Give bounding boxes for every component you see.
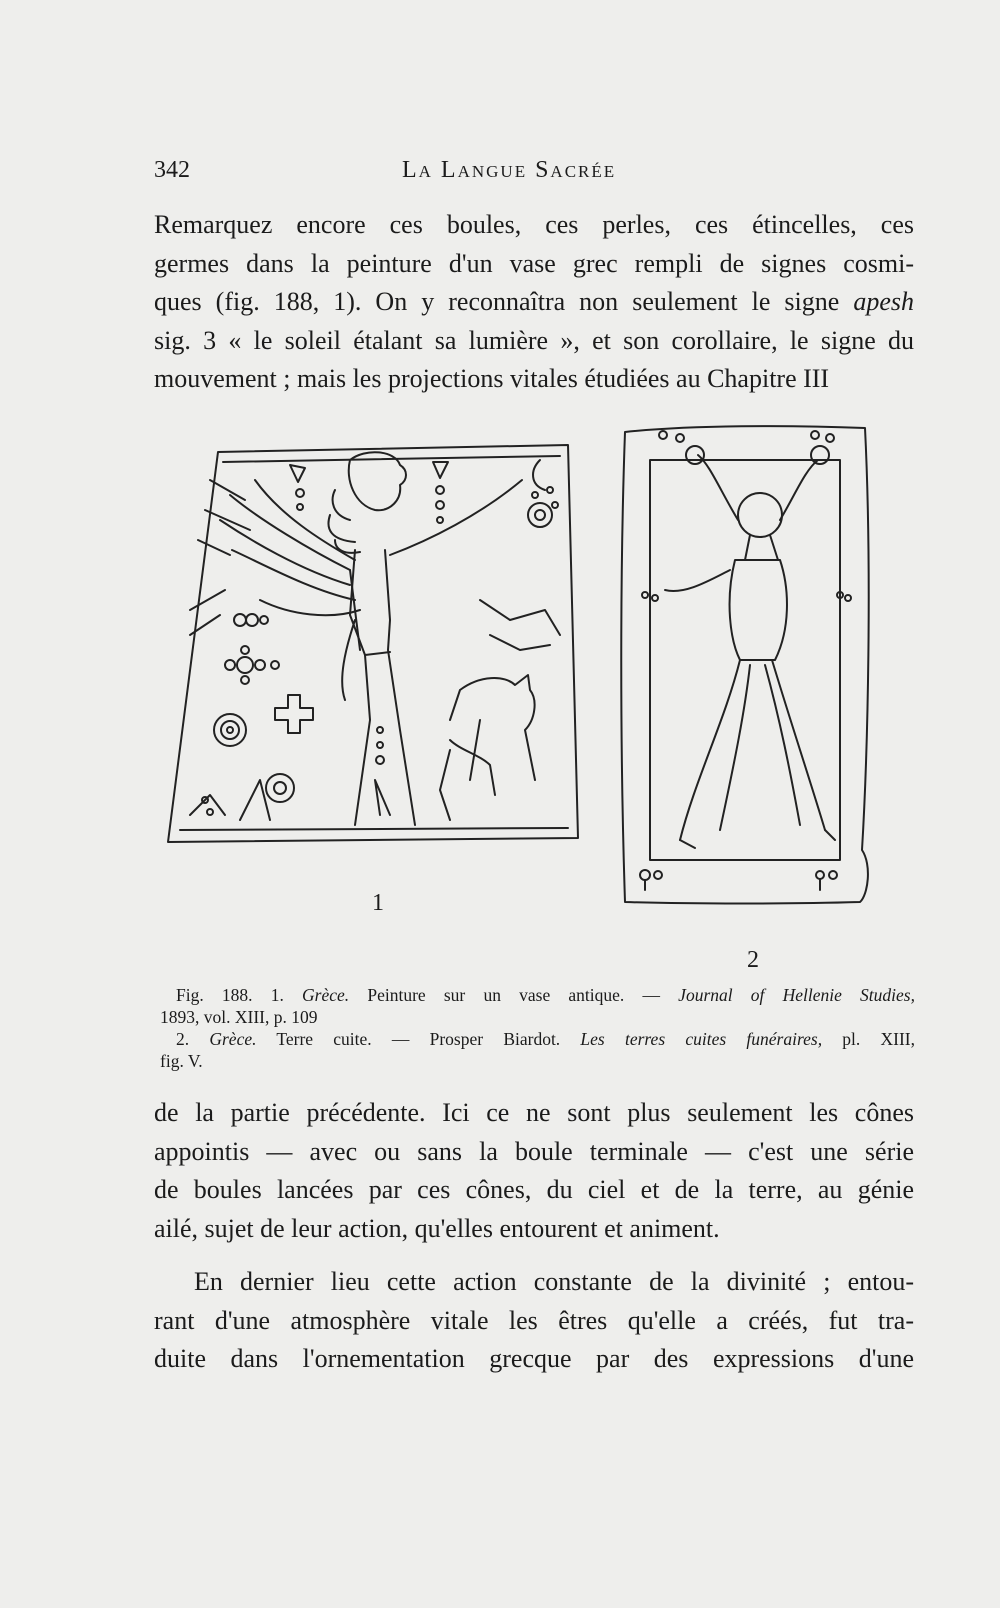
text-line: ailé, sujet de leur action, qu'elles entourent et animent. <box>154 1213 720 1243</box>
caption-line <box>160 1028 915 1050</box>
figure-illustration <box>150 420 910 980</box>
vase-painting-illustration <box>168 445 578 842</box>
running-head <box>154 157 914 193</box>
caption-text: 2. <box>176 1029 210 1049</box>
caption-italic: Grèce. <box>302 985 350 1005</box>
text-line: germes dans la peinture d'un vase grec rempli de signes cosmi- <box>154 248 914 278</box>
paragraph-2 <box>154 1094 914 1248</box>
caption-text: pl. XIII, <box>822 1029 916 1049</box>
text-line: En dernier lieu cette action constante de la divinité ; entou- <box>194 1267 914 1296</box>
figure-label-1: 1 <box>372 890 384 916</box>
figure-caption <box>160 984 915 1072</box>
caption-text: Fig. 188. 1. <box>176 985 303 1005</box>
caption-line: 1893, vol. XIII, p. 109 <box>160 1007 318 1027</box>
caption-italic: Grèce. <box>209 1029 257 1049</box>
paragraph-3 <box>154 1263 914 1379</box>
caption-italic: Journal of Hellenie Studies, <box>678 985 915 1005</box>
text-line: de boules lancées par ces cônes, du ciel et de la terre, au génie <box>154 1175 914 1204</box>
paragraph-1 <box>154 206 914 399</box>
page-number: 342 <box>154 157 190 183</box>
text-line <box>154 283 914 322</box>
text-line: sig. 3 « le soleil étalant sa lumière », et son corollaire, le signe du <box>154 325 914 355</box>
italic-term: apesh <box>853 287 914 316</box>
caption-text: Peinture sur un vase antique. — <box>349 985 679 1005</box>
text-line: duite dans l'ornementation grecque par des expressions d'une <box>154 1344 914 1373</box>
caption-line <box>160 984 915 1006</box>
caption-text: Terre cuite. — Prosper Biardot. <box>256 1029 581 1049</box>
caption-line: fig. V. <box>160 1051 203 1071</box>
text-line: rant d'une atmosphère vitale les êtres qu'elle a créés, fut tra- <box>154 1305 914 1335</box>
text-line: mouvement ; mais les projections vitales étudiées au Chapitre III <box>154 364 830 393</box>
text-span: ques (fig. 188, 1). On y reconnaîtra non seulement le signe <box>154 287 854 316</box>
text-line: de la partie précédente. Ici ce ne sont plus seulement les cônes <box>154 1098 914 1127</box>
text-line: appointis — avec ou sans la boule terminale — c'est une série <box>154 1136 914 1166</box>
terracotta-relief-illustration <box>621 426 868 903</box>
text-line: Remarquez encore ces boules, ces perles, ces étincelles, ces <box>154 210 914 239</box>
figure-188 <box>150 420 910 980</box>
figure-label-2: 2 <box>747 947 759 973</box>
caption-italic: Les terres cuites funéraires, <box>580 1029 823 1049</box>
running-title: La Langue Sacrée <box>402 157 617 183</box>
